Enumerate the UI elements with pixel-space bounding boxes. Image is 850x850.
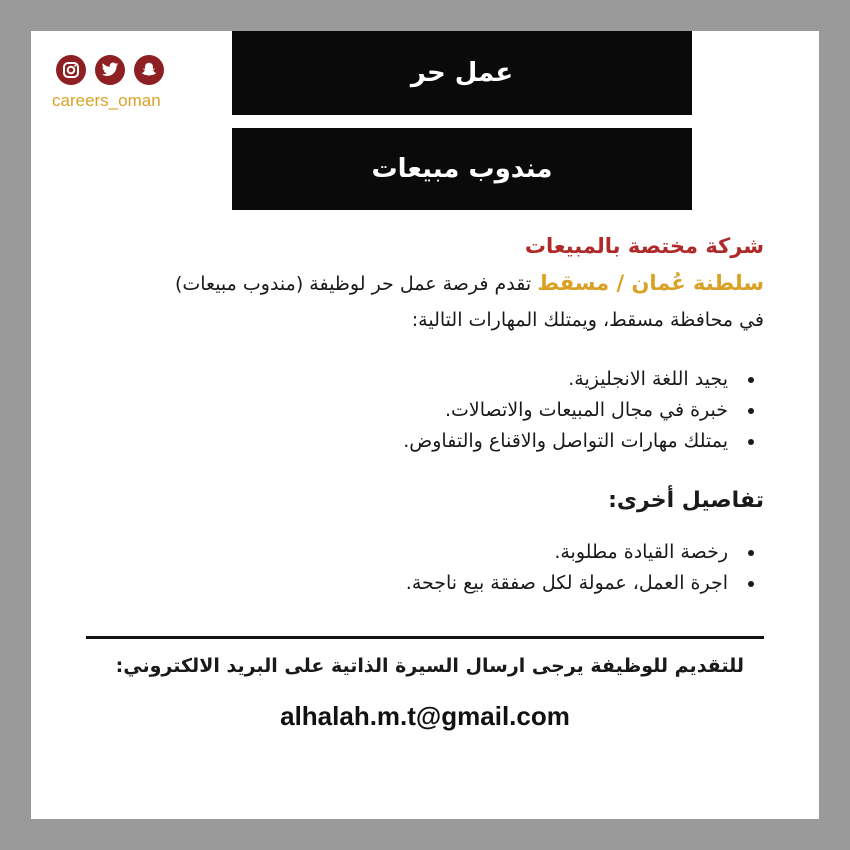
list-item: • خبرة في مجال المبيعات والاتصالات. — [84, 395, 736, 426]
list-item: • اجرة العمل، عمولة لكل صفقة بيع ناجحة. — [84, 568, 736, 599]
job-title-banner — [232, 128, 692, 210]
social-handle: careers_oman — [52, 91, 161, 110]
job-description — [84, 228, 764, 599]
social-block — [52, 55, 187, 111]
company-name: شركة مختصة بالمبيعات — [524, 234, 764, 258]
list-item: • يجيد اللغة الانجليزية. — [84, 364, 736, 395]
details-heading: تفاصيل أخرى: — [608, 488, 764, 513]
intro-line-1 — [84, 265, 764, 302]
job-type-text: عمل حر — [410, 58, 514, 88]
divider — [86, 636, 764, 639]
details-list — [84, 537, 764, 599]
list-item: • يمتلك مهارات التواصل والاقناع والتفاوض. — [84, 426, 736, 457]
location-text: سلطنة عُمان / مسقط — [537, 271, 764, 295]
contact-email[interactable]: alhalah.m.t@gmail.com — [280, 701, 570, 731]
social-icons — [56, 55, 187, 85]
intro-line-2: في محافظة مسقط، ويمتلك المهارات التالية: — [411, 309, 764, 331]
apply-instruction: للتقديم للوظيفة يرجى ارسال السيرة الذاتية على البريد الالكتروني: — [115, 655, 744, 677]
list-item: • رخصة القيادة مطلوبة. — [84, 537, 736, 568]
poster-card — [31, 31, 819, 819]
skills-list — [84, 364, 764, 457]
instagram-icon[interactable] — [56, 55, 86, 85]
job-type-banner — [232, 31, 692, 115]
company-line — [84, 228, 764, 265]
twitter-icon[interactable] — [95, 55, 125, 85]
intro-text: تقدم فرصة عمل حر لوظيفة (مندوب مبيعات) — [174, 273, 532, 295]
snapchat-icon[interactable] — [134, 55, 164, 85]
job-title-text: مندوب مبيعات — [371, 154, 553, 184]
